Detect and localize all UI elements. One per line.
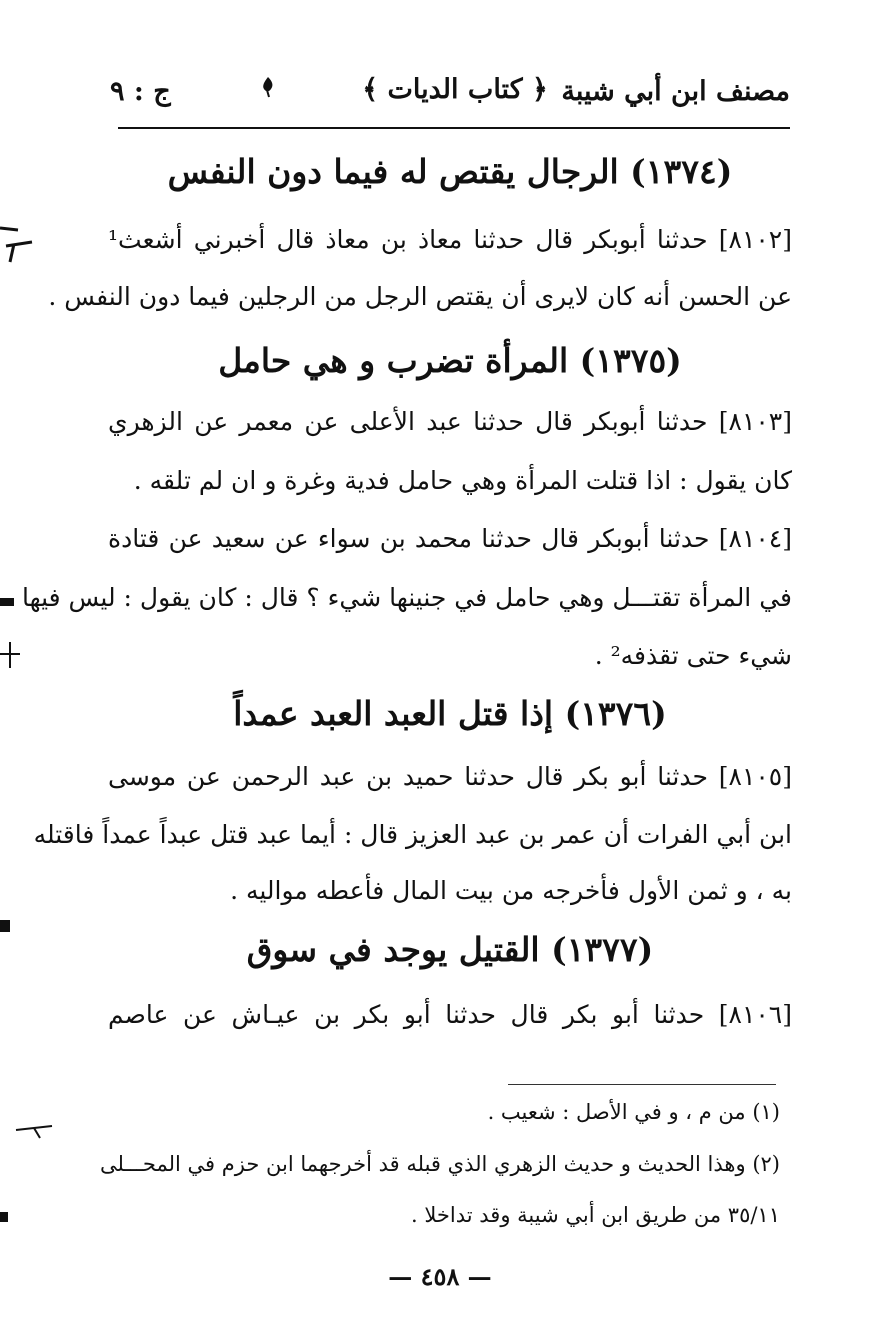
section-heading: (١٣٧٥) المرأة تضرب و هي حامل xyxy=(218,341,682,380)
footnote: (٢) وهذا الحديث و حديث الزهري الذي قبله قد أخرجهما ابن حزم في المحـــلى xyxy=(100,1152,780,1176)
page-number: — ٤٥٨ — xyxy=(388,1262,492,1291)
text-line: في المرأة تقتـــل وهي حامل في جنينها شيء ؟ قال : كان يقول : ليس فيها xyxy=(21,583,792,612)
scan-mark-icon xyxy=(0,640,22,670)
chapter-title: ﴿ كتاب الديات ﴾ xyxy=(362,74,548,105)
text-line: ابن أبي الفرات أن عمر بن عبد العزيز قال : أيما عبد قتل عبداً عمداً فاقتله xyxy=(33,820,792,849)
text-line: [٨١٠٦] حدثنا أبو بكر قال حدثنا أبو بكر بن عيـاش عن عاصم xyxy=(108,1000,792,1029)
text-line: [٨١٠٥] حدثنا أبو بكر قال حدثنا حميد بن عبد الرحمن عن موسى xyxy=(108,762,792,791)
section-heading: (١٣٧٧) القتيل يوجد في سوق xyxy=(246,930,654,969)
book-title: مصنف ابن أبي شيبة xyxy=(561,76,790,107)
ornament-icon xyxy=(260,76,276,98)
scan-mark xyxy=(0,920,10,932)
scan-mark xyxy=(0,1212,8,1222)
footnote: ٣٥/١١ من طريق ابن أبي شيبة وقد تداخلا . xyxy=(411,1203,780,1227)
text-line: [٨١٠٣] حدثنا أبوبكر قال حدثنا عبد الأعلى عن معمر عن الزهري xyxy=(108,407,792,436)
running-header xyxy=(110,72,790,122)
scan-mark xyxy=(0,598,14,606)
text-line: به ، و ثمن الأول فأخرجه من بيت المال فأعطه مواليه . xyxy=(230,876,792,905)
section-heading: (١٣٧٤) الرجال يقتص له فيما دون النفس xyxy=(167,152,733,191)
volume-label: ج : ٩ xyxy=(110,76,171,107)
text-line: [٨١٠٢] حدثنا أبوبكر قال حدثنا معاذ بن معاذ قال أخبرني أشعث¹ xyxy=(108,225,792,254)
section-heading: (١٣٧٦) إذا قتل العبد العبد عمداً xyxy=(233,694,667,733)
header-rule xyxy=(118,127,790,129)
text-line: [٨١٠٤] حدثنا أبوبكر قال حدثنا محمد بن سواء عن سعيد عن قتادة xyxy=(108,524,792,553)
text-line: شيء حتى تقذفه² . xyxy=(594,641,792,670)
text-line: عن الحسن أنه كان لايرى أن يقتص الرجل من الرجلين فيما دون النفس . xyxy=(48,282,792,311)
footnote-rule xyxy=(508,1084,776,1085)
scan-mark-icon xyxy=(14,1118,54,1140)
text-line: كان يقول : اذا قتلت المرأة وهي حامل فدية وغرة و ان لم تلقه . xyxy=(133,466,792,495)
scan-mark-icon xyxy=(0,218,34,268)
footnote: (١) من م ، و في الأصل : شعيب . xyxy=(487,1100,780,1124)
